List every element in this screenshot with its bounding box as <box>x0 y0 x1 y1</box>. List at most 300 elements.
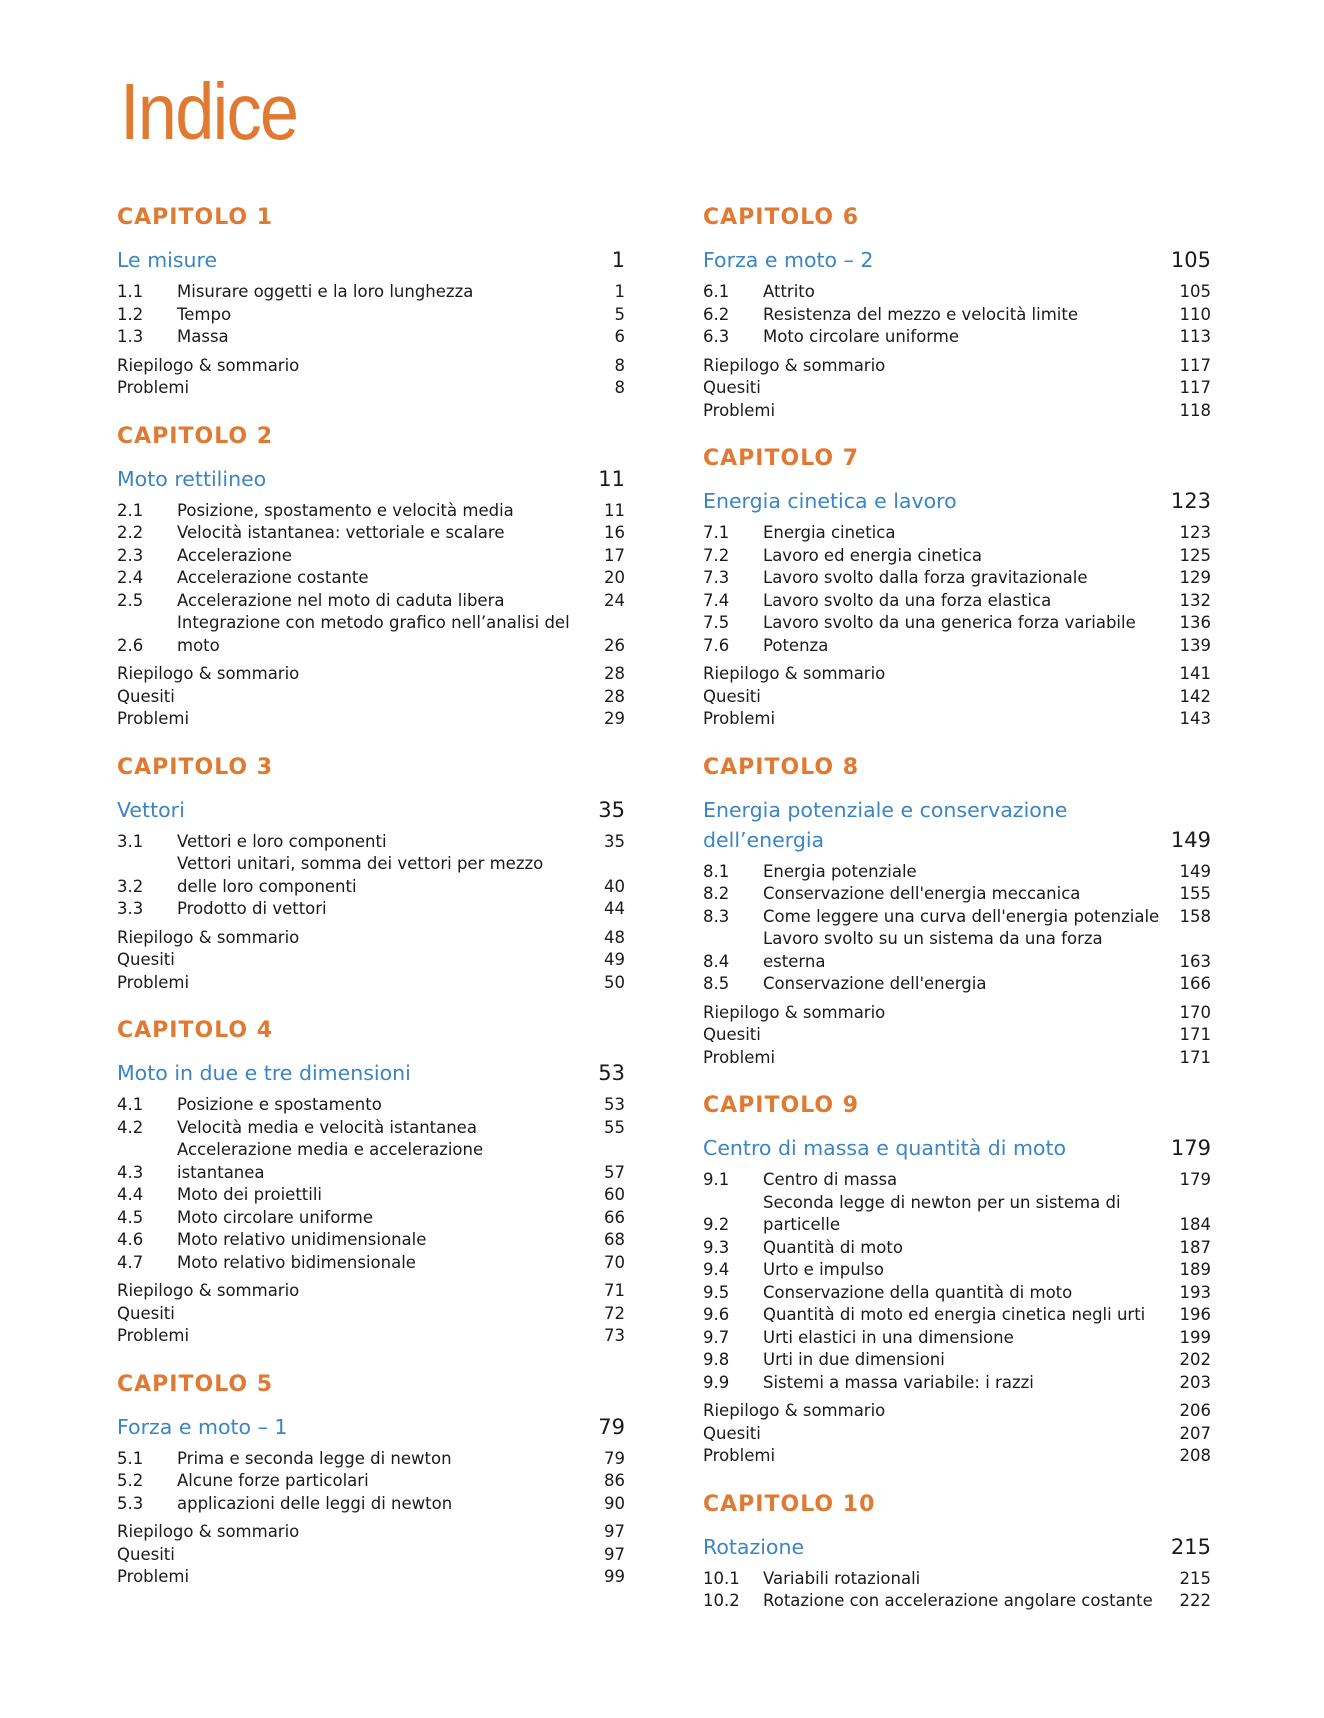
extra-title: Problemi <box>117 972 190 992</box>
section-title: Accelerazione media e accelerazione istantanea <box>177 1140 484 1182</box>
chapter-title-row[interactable] <box>703 795 1211 855</box>
section-title: Moto dei proiettili <box>177 1185 323 1204</box>
extra-title: Problemi <box>117 378 190 397</box>
section-entry[interactable] <box>117 545 625 568</box>
section-title: Attrito <box>763 282 815 301</box>
chapter-label: CAPITOLO 1 <box>117 205 274 230</box>
section-entry[interactable] <box>117 898 625 921</box>
section-entry[interactable] <box>117 590 625 613</box>
section-page-number: 132 <box>1179 590 1211 610</box>
section-page-number: 86 <box>604 1471 625 1490</box>
section-page-number: 222 <box>1179 1591 1211 1610</box>
section-number: 9.8 <box>703 1350 730 1369</box>
chapter-page-number: 11 <box>598 466 625 491</box>
chapter-page-number: 35 <box>598 797 625 822</box>
section-page-number: 189 <box>1179 1260 1211 1279</box>
section-entry[interactable] <box>703 545 1211 568</box>
section-page-number: 184 <box>1179 1215 1211 1234</box>
extra-title: Quesiti <box>703 686 761 706</box>
extra-page-number: 99 <box>604 1567 625 1586</box>
section-entry[interactable] <box>117 1493 625 1516</box>
extra-entry[interactable] <box>703 377 1211 400</box>
section-title: Come leggere una curva dell'energia potenziale <box>763 906 1160 926</box>
extra-page-number: 117 <box>1179 378 1211 397</box>
section-title: Energia potenziale <box>763 861 917 881</box>
extra-entry[interactable] <box>117 1521 625 1544</box>
section-entry[interactable] <box>703 326 1211 349</box>
chapter-title[interactable]: Vettori <box>117 797 185 822</box>
extra-title: Quesiti <box>703 1025 761 1044</box>
section-number: 10.2 <box>703 1591 740 1610</box>
chapter-extras <box>703 355 1211 423</box>
extra-entry[interactable] <box>703 1047 1211 1070</box>
section-number: 8.3 <box>703 906 730 926</box>
extra-entry[interactable] <box>117 377 625 400</box>
extra-title: Quesiti <box>703 378 761 397</box>
extra-page-number: 170 <box>1179 1002 1211 1022</box>
section-page-number: 53 <box>604 1095 625 1114</box>
chapter-page-number: 1 <box>611 248 625 272</box>
section-entry[interactable] <box>703 1259 1211 1282</box>
section-page-number: 68 <box>604 1230 625 1249</box>
section-page-number: 149 <box>1179 861 1211 881</box>
extra-page-number: 97 <box>604 1544 625 1564</box>
section-page-number: 105 <box>1179 282 1211 301</box>
section-page-number: 79 <box>604 1448 625 1468</box>
chapter-block <box>117 205 625 400</box>
section-entry[interactable] <box>117 853 625 898</box>
extra-page-number: 48 <box>604 927 625 947</box>
section-page-number: 6 <box>614 327 625 346</box>
section-page-number: 110 <box>1179 304 1211 324</box>
section-title: Accelerazione <box>177 545 292 565</box>
section-title: Vettori unitari, somma dei vettori per mezzo delle loro componenti <box>177 854 544 896</box>
section-entry[interactable] <box>703 1169 1211 1192</box>
chapter-block <box>117 424 625 731</box>
section-title: Energia cinetica <box>763 523 896 542</box>
section-number: 7.2 <box>703 545 730 565</box>
section-entry[interactable] <box>117 1252 625 1275</box>
extra-page-number: 142 <box>1179 686 1211 706</box>
chapter-label: CAPITOLO 10 <box>703 1491 876 1517</box>
extra-title: Riepilogo & sommario <box>117 664 300 683</box>
extra-entry[interactable] <box>117 1280 625 1303</box>
extra-page-number: 71 <box>604 1281 625 1300</box>
section-number: 9.6 <box>703 1305 730 1324</box>
extra-entry[interactable] <box>117 949 625 972</box>
section-title: Prodotto di vettori <box>177 899 327 918</box>
extra-entry[interactable] <box>703 1423 1211 1446</box>
chapter-title-row[interactable] <box>117 464 625 494</box>
extra-page-number: 49 <box>604 950 625 969</box>
extra-page-number: 73 <box>604 1326 625 1345</box>
section-page-number: 123 <box>1179 523 1211 542</box>
extra-page-number: 207 <box>1179 1423 1211 1443</box>
section-title: Velocità media e velocità istantanea <box>177 1117 477 1137</box>
section-page-number: 90 <box>604 1493 625 1513</box>
extra-page-number: 8 <box>614 355 625 375</box>
section-page-number: 193 <box>1179 1282 1211 1302</box>
section-number: 5.3 <box>117 1493 144 1513</box>
extra-title: Problemi <box>703 400 776 420</box>
section-page-number: 20 <box>604 568 625 587</box>
section-entry[interactable] <box>117 1448 625 1471</box>
chapter-block <box>703 1492 1211 1613</box>
section-entry[interactable] <box>703 567 1211 590</box>
section-entry[interactable] <box>117 522 625 545</box>
extra-entry[interactable] <box>117 927 625 950</box>
section-title: Centro di massa <box>763 1170 898 1189</box>
extra-title: Problemi <box>703 1446 776 1465</box>
section-entry[interactable] <box>703 590 1211 613</box>
section-title: Alcune forze particolari <box>177 1471 369 1490</box>
chapter-extras <box>117 1280 625 1348</box>
toc-column-left <box>117 205 625 1613</box>
section-number: 4.3 <box>117 1162 144 1182</box>
chapter-title-row[interactable] <box>117 1412 625 1442</box>
section-number: 1.2 <box>117 304 144 324</box>
section-number: 8.1 <box>703 861 730 881</box>
section-title: Prima e seconda legge di newton <box>177 1448 452 1468</box>
section-title: Conservazione dell'energia meccanica <box>763 884 1081 903</box>
extra-entry[interactable] <box>703 1445 1211 1468</box>
chapter-label: CAPITOLO 9 <box>703 1093 860 1118</box>
extra-title: Riepilogo & sommario <box>703 664 886 683</box>
extra-page-number: 118 <box>1179 400 1211 420</box>
chapter-block <box>703 1093 1211 1468</box>
extra-title: Riepilogo & sommario <box>117 1522 300 1541</box>
section-page-number: 1 <box>614 282 625 301</box>
chapter-block <box>117 755 625 995</box>
section-number: 4.1 <box>117 1095 144 1114</box>
section-title: Moto relativo unidimensionale <box>177 1230 427 1249</box>
extra-title: Problemi <box>703 1047 776 1067</box>
section-page-number: 16 <box>604 523 625 542</box>
section-entry[interactable] <box>117 500 625 523</box>
chapter-title[interactable]: Energia potenziale e conservazione dell’energia <box>703 797 1068 852</box>
extra-page-number: 117 <box>1179 355 1211 375</box>
extra-entry[interactable] <box>117 1303 625 1326</box>
section-entry[interactable] <box>703 906 1211 929</box>
chapter-title-row[interactable] <box>703 245 1211 275</box>
chapter-extras <box>117 927 625 995</box>
extra-page-number: 29 <box>604 709 625 728</box>
chapter-label: CAPITOLO 2 <box>117 423 274 449</box>
extra-title: Problemi <box>703 709 776 728</box>
section-entry[interactable] <box>117 281 625 304</box>
section-title: Potenza <box>763 635 829 655</box>
section-entry[interactable] <box>117 1139 625 1184</box>
section-number: 1.1 <box>117 282 144 301</box>
section-number: 5.2 <box>117 1471 144 1490</box>
section-page-number: 129 <box>1179 568 1211 587</box>
chapter-block <box>703 446 1211 731</box>
extra-entry[interactable] <box>703 663 1211 686</box>
section-entry[interactable] <box>703 928 1211 973</box>
section-page-number: 179 <box>1179 1170 1211 1189</box>
chapter-title[interactable]: Forza e moto – 2 <box>703 248 874 272</box>
extra-entry[interactable] <box>117 972 625 995</box>
section-number: 8.2 <box>703 884 730 903</box>
section-number: 2.2 <box>117 523 144 542</box>
section-entry[interactable] <box>703 1192 1211 1237</box>
section-page-number: 199 <box>1179 1327 1211 1347</box>
section-title: Lavoro svolto su un sistema da una forza esterna <box>763 929 1103 971</box>
chapter-title[interactable]: Centro di massa e quantità di moto <box>703 1136 1067 1160</box>
section-entry[interactable] <box>117 612 625 657</box>
section-entry[interactable] <box>117 831 625 854</box>
section-number: 4.2 <box>117 1117 144 1137</box>
extra-entry[interactable] <box>117 1544 625 1567</box>
chapter-title-row[interactable] <box>117 1058 625 1088</box>
extra-entry[interactable] <box>703 400 1211 423</box>
section-title: Posizione, spostamento e velocità media <box>177 500 514 520</box>
section-entry[interactable] <box>117 1094 625 1117</box>
extra-page-number: 28 <box>604 686 625 706</box>
section-number: 7.5 <box>703 613 730 632</box>
section-page-number: 203 <box>1179 1372 1211 1392</box>
chapter-title-row[interactable] <box>117 795 625 825</box>
section-title: Velocità istantanea: vettoriale e scalare <box>177 523 505 542</box>
extra-entry[interactable] <box>117 1325 625 1348</box>
extra-title: Quesiti <box>117 1303 175 1323</box>
chapter-title[interactable]: Energia cinetica e lavoro <box>703 489 957 513</box>
section-title: Integrazione con metodo grafico nell’analisi del moto <box>177 613 570 655</box>
section-title: Lavoro ed energia cinetica <box>763 545 982 565</box>
section-number: 10.1 <box>703 1568 740 1588</box>
section-page-number: 57 <box>604 1162 625 1182</box>
extra-title: Quesiti <box>117 1544 175 1564</box>
section-entry[interactable] <box>703 1568 1211 1591</box>
section-page-number: 26 <box>604 635 625 655</box>
section-number: 3.1 <box>117 831 144 851</box>
chapter-label: CAPITOLO 3 <box>117 754 274 780</box>
section-number: 9.7 <box>703 1327 730 1347</box>
section-entry[interactable] <box>117 1207 625 1230</box>
extra-page-number: 206 <box>1179 1401 1211 1420</box>
section-page-number: 35 <box>604 831 625 851</box>
section-title: Variabili rotazionali <box>763 1568 921 1588</box>
section-entry[interactable] <box>117 326 625 349</box>
chapter-label: CAPITOLO 6 <box>703 205 860 230</box>
chapter-block <box>703 205 1211 422</box>
section-number: 7.3 <box>703 568 730 587</box>
section-title: Rotazione con accelerazione angolare costante <box>763 1591 1153 1610</box>
section-number: 2.5 <box>117 590 144 610</box>
extra-title: Riepilogo & sommario <box>703 355 886 375</box>
section-number: 5.1 <box>117 1448 144 1468</box>
section-page-number: 155 <box>1179 884 1211 903</box>
extra-entry[interactable] <box>117 686 625 709</box>
chapter-extras <box>703 1400 1211 1468</box>
extra-title: Quesiti <box>117 686 175 706</box>
extra-title: Riepilogo & sommario <box>117 355 300 375</box>
section-page-number: 166 <box>1179 974 1211 993</box>
chapter-extras <box>117 663 625 731</box>
section-number: 2.4 <box>117 568 144 587</box>
section-number: 7.1 <box>703 523 730 542</box>
extra-entry[interactable] <box>703 708 1211 731</box>
extra-page-number: 208 <box>1179 1446 1211 1465</box>
extra-title: Problemi <box>117 1326 190 1345</box>
section-entry[interactable] <box>117 1117 625 1140</box>
section-entry[interactable] <box>703 304 1211 327</box>
section-page-number: 139 <box>1179 635 1211 655</box>
extra-page-number: 8 <box>614 378 625 397</box>
section-number: 9.4 <box>703 1260 730 1279</box>
extra-title: Riepilogo & sommario <box>117 927 300 947</box>
chapter-title-row[interactable] <box>703 1133 1211 1163</box>
section-title: Lavoro svolto da una generica forza variabile <box>763 613 1136 632</box>
section-entry[interactable] <box>117 1229 625 1252</box>
section-title: Vettori e loro componenti <box>177 831 387 851</box>
section-page-number: 187 <box>1179 1237 1211 1257</box>
section-title: Quantità di moto ed energia cinetica negli urti <box>763 1305 1146 1324</box>
section-number: 4.7 <box>117 1252 144 1272</box>
chapter-title-row[interactable] <box>703 1532 1211 1562</box>
section-title: Moto relativo bidimensionale <box>177 1252 416 1272</box>
section-entry[interactable] <box>703 1237 1211 1260</box>
section-number: 8.4 <box>703 951 730 971</box>
section-entry[interactable] <box>703 635 1211 658</box>
extra-page-number: 171 <box>1179 1047 1211 1067</box>
section-number: 6.3 <box>703 327 730 346</box>
section-number: 6.2 <box>703 304 730 324</box>
section-number: 2.1 <box>117 500 144 520</box>
section-entry[interactable] <box>117 567 625 590</box>
section-page-number: 136 <box>1179 613 1211 632</box>
section-entry[interactable] <box>703 1349 1211 1372</box>
chapter-label: CAPITOLO 7 <box>703 446 860 471</box>
section-page-number: 113 <box>1179 327 1211 346</box>
section-page-number: 202 <box>1179 1350 1211 1369</box>
extra-entry[interactable] <box>703 1024 1211 1047</box>
extra-page-number: 72 <box>604 1303 625 1323</box>
chapter-block <box>117 1018 625 1348</box>
section-entry[interactable] <box>117 1184 625 1207</box>
chapter-title[interactable]: Moto rettilineo <box>117 466 267 491</box>
extra-title: Problemi <box>117 709 190 728</box>
section-number: 2.3 <box>117 545 144 565</box>
section-page-number: 5 <box>614 304 625 324</box>
chapter-title-row[interactable] <box>117 245 625 275</box>
section-page-number: 60 <box>604 1185 625 1204</box>
section-title: Quantità di moto <box>763 1237 903 1257</box>
section-entry[interactable] <box>703 883 1211 906</box>
section-page-number: 40 <box>604 876 625 896</box>
section-entry[interactable] <box>117 304 625 327</box>
extra-entry[interactable] <box>117 355 625 378</box>
section-entry[interactable] <box>703 861 1211 884</box>
section-number: 4.5 <box>117 1207 144 1227</box>
section-title: Urto e impulso <box>763 1260 884 1279</box>
extra-entry[interactable] <box>117 663 625 686</box>
extra-page-number: 171 <box>1179 1025 1211 1044</box>
section-title: Conservazione della quantità di moto <box>763 1282 1073 1302</box>
section-title: Tempo <box>177 304 232 324</box>
section-page-number: 11 <box>604 500 625 520</box>
extra-entry[interactable] <box>117 708 625 731</box>
section-entry[interactable] <box>703 1590 1211 1613</box>
chapter-page-number: 105 <box>1170 248 1211 272</box>
section-title: Posizione e spostamento <box>177 1095 382 1114</box>
chapter-title-row[interactable] <box>703 486 1211 516</box>
extra-page-number: 141 <box>1179 664 1211 683</box>
extra-entry[interactable] <box>117 1566 625 1589</box>
section-page-number: 70 <box>604 1252 625 1272</box>
extra-title: Quesiti <box>703 1423 761 1443</box>
chapter-page-number: 79 <box>598 1414 625 1439</box>
chapter-label: CAPITOLO 5 <box>117 1371 274 1397</box>
section-entry[interactable] <box>703 1327 1211 1350</box>
section-number: 9.2 <box>703 1215 730 1234</box>
section-entry[interactable] <box>117 1470 625 1493</box>
chapter-title[interactable]: Moto in due e tre dimensioni <box>117 1061 411 1085</box>
section-number: 9.1 <box>703 1170 730 1189</box>
section-number: 9.3 <box>703 1237 730 1257</box>
extra-entry[interactable] <box>703 1400 1211 1423</box>
section-entry[interactable] <box>703 973 1211 996</box>
section-number: 6.1 <box>703 282 730 301</box>
chapter-extras <box>117 1521 625 1589</box>
section-title: Accelerazione costante <box>177 568 369 587</box>
section-entry[interactable] <box>703 1372 1211 1395</box>
section-title: Seconda legge di newton per un sistema di particelle <box>763 1192 1121 1234</box>
section-page-number: 17 <box>604 545 625 565</box>
page-title: Indice <box>120 67 298 156</box>
section-entry[interactable] <box>703 612 1211 635</box>
chapter-extras <box>703 663 1211 731</box>
chapter-block <box>117 1372 625 1589</box>
section-title: Lavoro svolto da una forza elastica <box>763 590 1052 610</box>
extra-page-number: 97 <box>604 1522 625 1541</box>
extra-entry[interactable] <box>703 355 1211 378</box>
section-page-number: 55 <box>604 1117 625 1137</box>
section-title: applicazioni delle leggi di newton <box>177 1493 453 1513</box>
chapter-page-number: 149 <box>1170 827 1211 852</box>
extra-title: Riepilogo & sommario <box>703 1002 886 1022</box>
section-number: 4.4 <box>117 1185 144 1204</box>
section-number: 8.5 <box>703 974 730 993</box>
chapter-page-number: 123 <box>1170 489 1211 513</box>
section-number: 9.9 <box>703 1372 730 1392</box>
chapter-title[interactable]: Le misure <box>117 248 218 272</box>
section-title: Resistenza del mezzo e velocità limite <box>763 304 1079 324</box>
section-page-number: 125 <box>1179 545 1211 565</box>
extra-entry[interactable] <box>703 1002 1211 1025</box>
section-entry[interactable] <box>703 281 1211 304</box>
section-title: Sistemi a massa variabile: i razzi <box>763 1372 1034 1392</box>
toc-column-right <box>703 205 1211 1637</box>
section-entry[interactable] <box>703 1282 1211 1305</box>
section-entry[interactable] <box>703 1304 1211 1327</box>
section-title: Massa <box>177 327 229 346</box>
section-number: 7.4 <box>703 590 730 610</box>
chapter-title[interactable]: Forza e moto – 1 <box>117 1414 288 1439</box>
chapter-page-number: 179 <box>1170 1136 1211 1160</box>
section-number: 7.6 <box>703 635 730 655</box>
section-entry[interactable] <box>703 522 1211 545</box>
extra-title: Riepilogo & sommario <box>703 1401 886 1420</box>
section-page-number: 196 <box>1179 1305 1211 1324</box>
section-number: 4.6 <box>117 1230 144 1249</box>
extra-page-number: 50 <box>604 972 625 992</box>
section-title: Accelerazione nel moto di caduta libera <box>177 590 505 610</box>
chapter-title[interactable]: Rotazione <box>703 1534 805 1559</box>
section-page-number: 158 <box>1179 906 1211 926</box>
extra-entry[interactable] <box>703 686 1211 709</box>
section-title: Urti in due dimensioni <box>763 1350 945 1369</box>
